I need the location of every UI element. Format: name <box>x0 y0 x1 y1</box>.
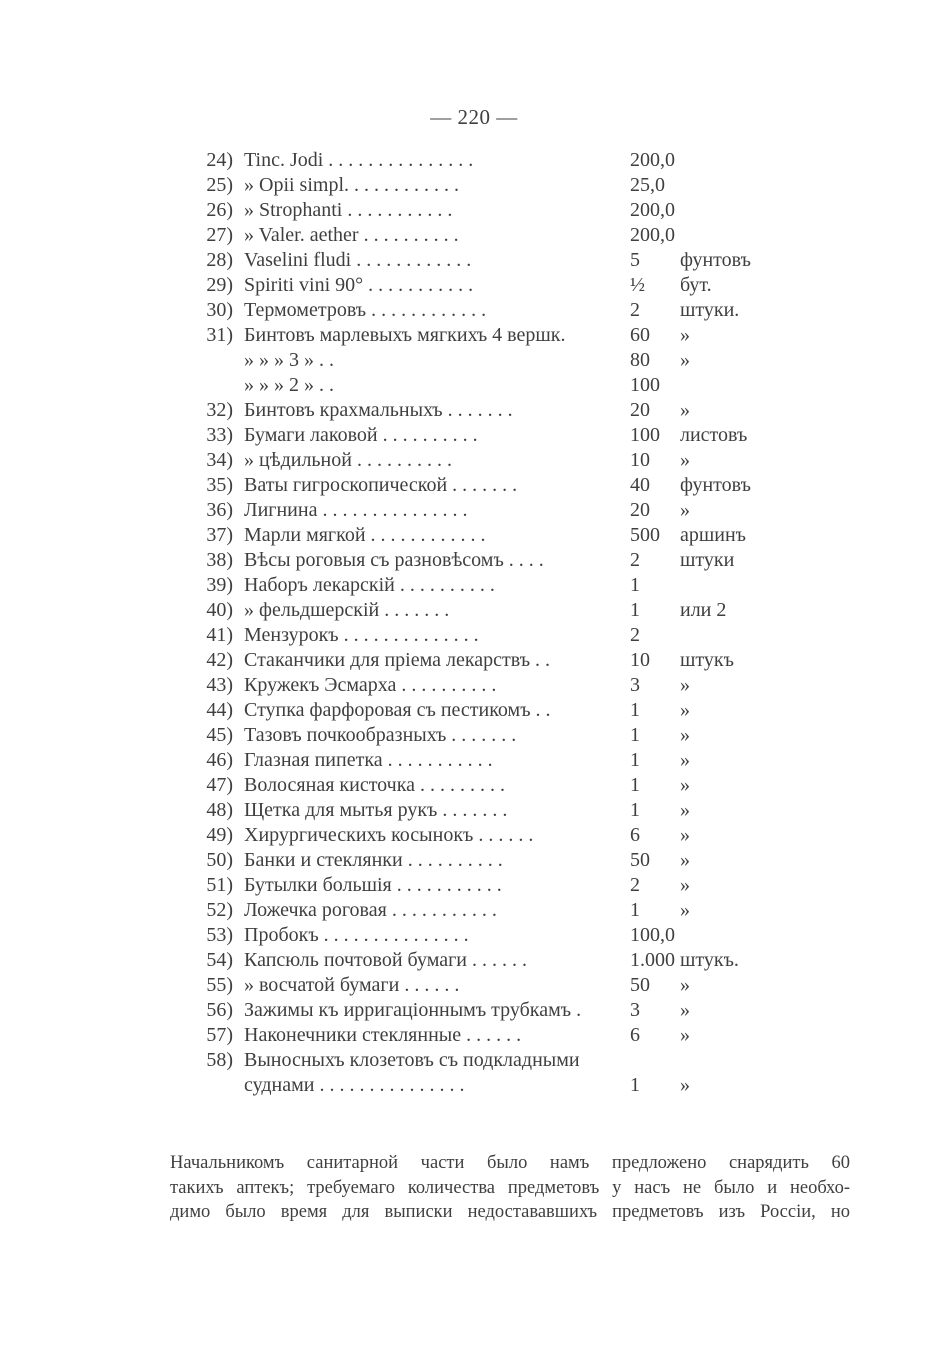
item-unit: штукъ <box>680 649 734 671</box>
item-quantity: 5 <box>630 249 640 271</box>
item-number: 24) <box>206 149 233 171</box>
item-unit: » <box>680 874 690 896</box>
item-name: Ложечка роговая . . . . . . . . . . . <box>244 899 497 921</box>
item-number: 32) <box>206 399 233 421</box>
item-unit: » <box>680 999 690 1021</box>
item-number: 27) <box>206 224 233 246</box>
item-number: 37) <box>206 524 233 546</box>
item-quantity: 1 <box>630 724 640 746</box>
item-unit: » <box>680 899 690 921</box>
item-quantity: 50 <box>630 849 650 871</box>
item-name: Мензурокъ . . . . . . . . . . . . . . <box>244 624 479 646</box>
item-number: 29) <box>206 274 233 296</box>
item-unit: фунтовъ <box>680 249 751 271</box>
list-item <box>0 948 948 973</box>
list-item <box>0 548 948 573</box>
item-quantity: 1 <box>630 699 640 721</box>
item-name: » цѣдильной . . . . . . . . . . <box>244 449 452 471</box>
item-unit: » <box>680 399 690 421</box>
item-name: Бинтовъ марлевыхъ мягкихъ 4 вершк. <box>244 324 566 346</box>
list-item <box>0 173 948 198</box>
item-name: » » » 2 » . . <box>244 374 334 396</box>
item-number: 57) <box>206 1024 233 1046</box>
item-unit: аршинъ <box>680 524 747 546</box>
item-name: Банки и стеклянки . . . . . . . . . . <box>244 849 503 871</box>
list-item <box>0 298 948 323</box>
item-name: » Opii simpl. . . . . . . . . . . . <box>244 174 460 196</box>
page-number: — 220 — <box>430 105 518 129</box>
item-quantity: 1 <box>630 899 640 921</box>
item-unit: » <box>680 774 690 796</box>
item-quantity: 10 <box>630 649 650 671</box>
item-quantity: 3 <box>630 674 640 696</box>
item-number: 38) <box>206 549 233 571</box>
item-name: » фельдшерскій . . . . . . . <box>244 599 450 621</box>
list-item <box>0 373 948 398</box>
item-quantity: 6 <box>630 824 640 846</box>
item-number: 54) <box>206 949 233 971</box>
item-quantity: 100 <box>630 374 660 396</box>
item-quantity: 50 <box>630 974 650 996</box>
item-name: Марли мягкой . . . . . . . . . . . . <box>244 524 486 546</box>
item-number: 44) <box>206 699 233 721</box>
item-unit: » <box>680 324 690 346</box>
list-item <box>0 1048 948 1073</box>
list-item <box>0 923 948 948</box>
item-name: Vaselini fludi . . . . . . . . . . . . <box>244 249 472 271</box>
list-item <box>0 448 948 473</box>
item-number: 55) <box>206 974 233 996</box>
item-number: 34) <box>206 449 233 471</box>
item-name: Бинтовъ крахмальныхъ . . . . . . . <box>244 399 513 421</box>
item-name: Стаканчики для пріема лекарствъ . . <box>244 649 551 671</box>
list-item <box>0 898 948 923</box>
item-quantity: ½ <box>630 274 645 296</box>
item-quantity: 1 <box>630 1074 640 1096</box>
item-unit: бут. <box>680 274 712 296</box>
item-unit: » <box>680 1024 690 1046</box>
item-unit: штуки <box>680 549 735 571</box>
item-number: 30) <box>206 299 233 321</box>
list-item <box>0 848 948 873</box>
item-name: Глазная пипетка . . . . . . . . . . . <box>244 749 493 771</box>
item-quantity: 40 <box>630 474 650 496</box>
item-unit: штукъ. <box>680 949 739 971</box>
item-number: 46) <box>206 749 233 771</box>
item-number: 52) <box>206 899 233 921</box>
item-name: Вѣсы роговыя съ разновѣсомъ . . . . <box>244 549 544 571</box>
item-unit: » <box>680 799 690 821</box>
item-quantity: 1 <box>630 599 640 621</box>
list-item <box>0 398 948 423</box>
item-name: Ступка фарфоровая съ пестикомъ . . <box>244 699 551 721</box>
item-unit: » <box>680 824 690 846</box>
item-name: Щетка для мытья рукъ . . . . . . . <box>244 799 508 821</box>
item-name: Tinc. Jodi . . . . . . . . . . . . . . . <box>244 149 474 171</box>
paragraph-line: димо было время для выписки недостававшихъ предметовъ изъ Россіи, но <box>170 1202 850 1222</box>
item-unit: » <box>680 724 690 746</box>
item-number: 49) <box>206 824 233 846</box>
item-quantity: 20 <box>630 399 650 421</box>
item-quantity: 80 <box>630 349 650 371</box>
list-item <box>0 973 948 998</box>
item-name: Выносныхъ клозетовъ съ подкладными <box>244 1049 580 1071</box>
item-quantity: 1 <box>630 774 640 796</box>
item-quantity: 200,0 <box>630 224 675 246</box>
item-name: Spiriti vini 90° . . . . . . . . . . . <box>244 274 474 296</box>
list-item <box>0 1023 948 1048</box>
item-quantity: 1.000 <box>630 949 675 971</box>
item-unit: » <box>680 699 690 721</box>
item-quantity: 500 <box>630 524 660 546</box>
list-item <box>0 473 948 498</box>
item-unit: » <box>680 499 690 521</box>
item-name: Термометровъ . . . . . . . . . . . . <box>244 299 487 321</box>
item-number: 41) <box>206 624 233 646</box>
item-name: Наборъ лекарскій . . . . . . . . . . <box>244 574 495 596</box>
list-item <box>0 223 948 248</box>
item-name: Ваты гигроскопической . . . . . . . <box>244 474 518 496</box>
item-number: 26) <box>206 199 233 221</box>
item-unit: листовъ <box>680 424 748 446</box>
item-number: 31) <box>206 324 233 346</box>
list-item <box>0 273 948 298</box>
item-name: Бумаги лаковой . . . . . . . . . . <box>244 424 478 446</box>
item-quantity: 1 <box>630 749 640 771</box>
item-number: 43) <box>206 674 233 696</box>
item-number: 58) <box>206 1049 233 1071</box>
item-name: » восчатой бумаги . . . . . . <box>244 974 460 996</box>
item-quantity: 2 <box>630 624 640 646</box>
item-unit: » <box>680 749 690 771</box>
item-quantity: 200,0 <box>630 199 675 221</box>
list-item <box>0 673 948 698</box>
item-number: 45) <box>206 724 233 746</box>
item-unit: фунтовъ <box>680 474 751 496</box>
item-unit: » <box>680 1074 690 1096</box>
item-number: 48) <box>206 799 233 821</box>
list-item <box>0 323 948 348</box>
list-item <box>0 598 948 623</box>
item-name: Наконечники стеклянные . . . . . . <box>244 1024 522 1046</box>
list-item <box>0 748 948 773</box>
list-item <box>0 348 948 373</box>
list-item <box>0 798 948 823</box>
item-name: Зажимы къ ирригаціоннымъ трубкамъ . <box>244 999 582 1021</box>
item-number: 56) <box>206 999 233 1021</box>
list-item <box>0 198 948 223</box>
item-number: 51) <box>206 874 233 896</box>
list-item <box>0 148 948 173</box>
list-item <box>0 698 948 723</box>
item-quantity: 100,0 <box>630 924 675 946</box>
list-item <box>0 623 948 648</box>
item-name: Хирургическихъ косынокъ . . . . . . <box>244 824 534 846</box>
item-unit: или 2 <box>680 599 727 621</box>
list-item <box>0 523 948 548</box>
item-quantity: 6 <box>630 1024 640 1046</box>
item-name: Капсюль почтовой бумаги . . . . . . <box>244 949 527 971</box>
item-number: 36) <box>206 499 233 521</box>
item-name: Лигнина . . . . . . . . . . . . . . . <box>244 499 468 521</box>
item-name: суднами . . . . . . . . . . . . . . . <box>244 1074 465 1096</box>
paragraph-line: Начальникомъ санитарной части было намъ предложено снарядить 60 <box>170 1153 850 1173</box>
supply-list <box>0 148 948 1098</box>
body-paragraph <box>170 1151 850 1225</box>
item-name: Волосяная кисточка . . . . . . . . . <box>244 774 506 796</box>
list-item <box>0 498 948 523</box>
item-unit: » <box>680 449 690 471</box>
item-quantity: 2 <box>630 874 640 896</box>
list-item <box>0 823 948 848</box>
item-quantity: 2 <box>630 549 640 571</box>
item-quantity: 10 <box>630 449 650 471</box>
item-number: 42) <box>206 649 233 671</box>
item-number: 39) <box>206 574 233 596</box>
paragraph-line: такихъ аптекъ; требуемаго количества предметовъ у насъ не было и необхо- <box>170 1177 850 1198</box>
item-unit: » <box>680 349 690 371</box>
item-unit: » <box>680 974 690 996</box>
item-name: » Strophanti . . . . . . . . . . . <box>244 199 453 221</box>
list-item <box>0 723 948 748</box>
item-quantity: 2 <box>630 299 640 321</box>
item-quantity: 200,0 <box>630 149 675 171</box>
list-item <box>0 423 948 448</box>
list-item <box>0 573 948 598</box>
item-number: 25) <box>206 174 233 196</box>
item-name: Кружекъ Эсмарха . . . . . . . . . . <box>244 674 497 696</box>
item-name: » » » 3 » . . <box>244 349 334 371</box>
item-name: Бутылки большія . . . . . . . . . . . <box>244 874 502 896</box>
item-number: 35) <box>206 474 233 496</box>
item-name: Пробокъ . . . . . . . . . . . . . . . <box>244 924 469 946</box>
item-quantity: 1 <box>630 799 640 821</box>
item-number: 47) <box>206 774 233 796</box>
item-name: » Valer. aether . . . . . . . . . . <box>244 224 459 246</box>
item-unit: штуки. <box>680 299 740 321</box>
list-item <box>0 648 948 673</box>
item-quantity: 3 <box>630 999 640 1021</box>
list-item <box>0 248 948 273</box>
list-item <box>0 873 948 898</box>
item-unit: » <box>680 674 690 696</box>
item-name: Тазовъ почкообразныхъ . . . . . . . <box>244 724 517 746</box>
list-item <box>0 1073 948 1098</box>
item-number: 53) <box>206 924 233 946</box>
item-quantity: 60 <box>630 324 650 346</box>
item-number: 33) <box>206 424 233 446</box>
item-quantity: 25,0 <box>630 174 665 196</box>
item-quantity: 100 <box>630 424 660 446</box>
item-quantity: 1 <box>630 574 640 596</box>
item-number: 50) <box>206 849 233 871</box>
list-item <box>0 773 948 798</box>
list-item <box>0 998 948 1023</box>
item-number: 40) <box>206 599 233 621</box>
item-quantity: 20 <box>630 499 650 521</box>
item-number: 28) <box>206 249 233 271</box>
item-unit: » <box>680 849 690 871</box>
